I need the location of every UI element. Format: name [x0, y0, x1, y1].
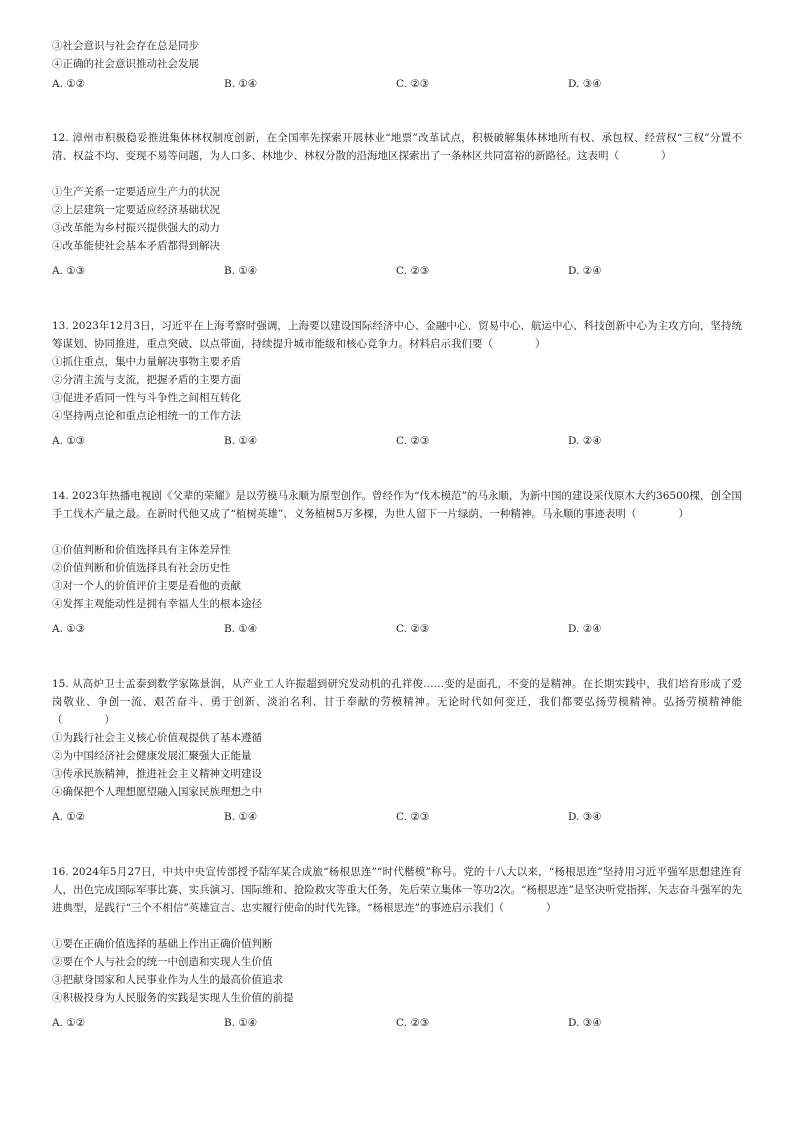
q12-option-d[interactable]: D. ②④: [568, 265, 602, 277]
q16-item-3: ③把献身国家和人民事业作为人生的最高价值追求: [52, 974, 283, 986]
q16-option-b[interactable]: B. ①④: [224, 1017, 258, 1029]
q15-item-1: ①为践行社会主义核心价值观提供了基本遵循: [52, 732, 262, 744]
q13-option-b[interactable]: B. ①④: [224, 435, 258, 447]
q13-options: [52, 432, 752, 450]
q16-options: [52, 1014, 752, 1032]
q14-options: [52, 620, 752, 638]
q12-option-b[interactable]: B. ①④: [224, 265, 258, 277]
q16-item-2: ②要在个人与社会的统一中创造和实现人生价值: [52, 956, 273, 968]
q15-item-3: ③传承民族精神，推进社会主义精神文明建设: [52, 768, 262, 780]
q15-option-b[interactable]: B. ①④: [224, 811, 258, 823]
q14-item-2: ②价值判断和价值选择具有社会历史性: [52, 562, 231, 574]
q14-option-a[interactable]: A. ①③: [52, 623, 86, 635]
q11-option-c[interactable]: C. ②③: [396, 78, 430, 90]
q14-option-d[interactable]: D. ②④: [568, 623, 602, 635]
q13-option-d[interactable]: D. ②④: [568, 435, 602, 447]
q16-stem: 16. 2024年5月27日，中共中央宣传部授予陆军某合成旅“杨根思连”“时代楷模”称号。党的十八大以来，“杨根思连”坚持用习近平强军思想建连育人，出色完成国际军事比赛、实兵演习、国际维和、抢险救灾等重大任务，先后荣立集体一等功2次。“杨根思连”是坚决听党指挥、矢志奋斗强军的先进典型，是践行“三个不相信”英雄宣言、忠实履行使命的时代先锋。“杨根思连”的事迹启示我们（ ）: [52, 866, 742, 914]
q14-item-4: ④发挥主观能动性是拥有幸福人生的根本途径: [52, 598, 262, 610]
q15-option-a[interactable]: A. ①②: [52, 811, 86, 823]
q16-item-4: ④积极投身为人民服务的实践是实现人生价值的前提: [52, 992, 294, 1004]
q15-options: [52, 808, 752, 826]
q15-item-2: ②为中国经济社会健康发展汇聚强大正能量: [52, 750, 252, 762]
q11-options: [52, 75, 752, 93]
q15-option-c[interactable]: C. ②③: [396, 811, 430, 823]
q12-option-a[interactable]: A. ①③: [52, 265, 86, 277]
q11-item-4: ④正确的社会意识推动社会发展: [52, 58, 199, 70]
q16-item-1: ①要在正确价值选择的基础上作出正确价值判断: [52, 938, 273, 950]
q16-option-d[interactable]: D. ③④: [568, 1017, 602, 1029]
q14-item-1: ①价值判断和价值选择具有主体差异性: [52, 544, 231, 556]
q13-item-1: ①抓住重点，集中力量解决事物主要矛盾: [52, 356, 241, 368]
q12-stem: 12. 漳州市积极稳妥推进集体林权制度创新，在全国率先探索开展林业“地票”改革试点，积极破解集体林地所有权、承包权、经营权“三权”分置不清、权益不均、变现不易等问题，为人口多、林地少、林权分散的沿海地区探索出了一条林区共同富裕的新路径。这表明（ ）: [52, 132, 742, 162]
q12-options: [52, 262, 752, 280]
q16-option-c[interactable]: C. ②③: [396, 1017, 430, 1029]
q12-item-3: ③改革能为乡村振兴提供强大的动力: [52, 222, 220, 234]
q12-item-4: ④改革能使社会基本矛盾都得到解决: [52, 240, 220, 252]
q13-stem: 13. 2023年12月3日，习近平在上海考察时强调，上海要以建设国际经济中心、金融中心、贸易中心、航运中心、科技创新中心为主攻方向，坚持统筹谋划、协同推进，重点突破、以点带面，持续提升城市能级和核心竞争力。材料启示我们要（ ）: [52, 320, 742, 350]
q11-option-b[interactable]: B. ①④: [224, 78, 258, 90]
q11-option-d[interactable]: D. ③④: [568, 78, 602, 90]
q13-item-2: ②分清主流与支流，把握矛盾的主要方面: [52, 374, 241, 386]
q14-item-3: ③对一个人的价值评价主要是看他的贡献: [52, 580, 241, 592]
q14-option-c[interactable]: C. ②③: [396, 623, 430, 635]
q11-item-3: ③社会意识与社会存在总是同步: [52, 40, 199, 52]
q15-option-d[interactable]: D. ③④: [568, 811, 602, 823]
q13-option-c[interactable]: C. ②③: [396, 435, 430, 447]
q12-item-1: ①生产关系一定要适应生产力的状况: [52, 186, 220, 198]
q14-stem: 14. 2023年热播电视剧《父辈的荣耀》是以劳模马永顺为原型创作。曾经作为“伐木模范”的马永顺，为新中国的建设采伐原木大约36500棵，创全国手工伐木产量之最。在新时代他又成了“植树英雄”、义务植树5万多棵，为世人留下一片绿荫、一种精神。马永顺的事迹表明（ ）: [52, 490, 742, 520]
q12-item-2: ②上层建筑一定要适应经济基础状况: [52, 204, 220, 216]
q13-item-4: ④坚持两点论和重点论相统一的工作方法: [52, 410, 241, 422]
q14-option-b[interactable]: B. ①④: [224, 623, 258, 635]
q13-option-a[interactable]: A. ①③: [52, 435, 86, 447]
q13-item-3: ③促进矛盾同一性与斗争性之间相互转化: [52, 392, 241, 404]
q15-stem: 15. 从高炉卫士孟泰到数学家陈景润，从产业工人许振超到研究发动机的孔祥俊……变的是面孔，不变的是精神。在长期实践中，我们培育形成了爱岗敬业、争创一流、艰苦奋斗、勇于创新、淡泊名利、甘于奉献的劳模精神。无论时代如何变迁，我们都要弘扬劳模精神。弘扬劳模精神能（ ）: [52, 678, 742, 726]
q12-option-c[interactable]: C. ②③: [396, 265, 430, 277]
q15-item-4: ④确保把个人理想愿望融入国家民族理想之中: [52, 786, 262, 798]
q11-option-a[interactable]: A. ①②: [52, 78, 86, 90]
q16-option-a[interactable]: A. ①②: [52, 1017, 86, 1029]
